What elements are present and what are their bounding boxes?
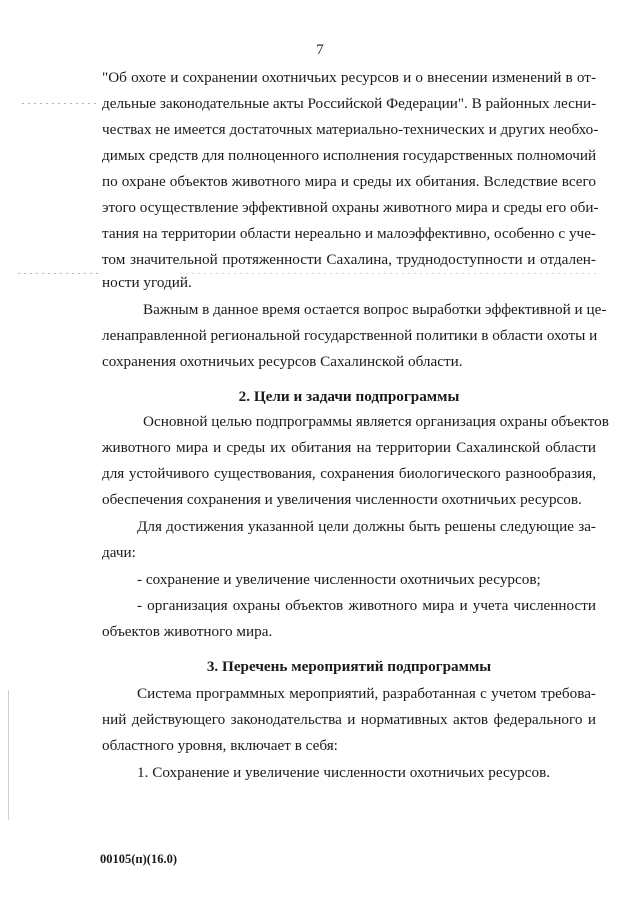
list-item: объектов животного мира.	[102, 623, 273, 640]
scan-edge	[8, 690, 9, 820]
paragraph-line: ности угодий.	[102, 274, 192, 291]
paragraph-line: для устойчивого существования, сохранения биологического разнообразия,	[102, 465, 596, 482]
paragraph-line: том значительной протяженности Сахалина, труднодоступности и отдален-	[102, 251, 596, 268]
paragraph-line: животного мира и среды их обитания на территории Сахалинской области	[102, 439, 596, 456]
list-item: - организация охраны объектов животного мира и учета численности	[137, 597, 596, 614]
list-item: 1. Сохранение и увеличение численности охотничьих ресурсов.	[137, 764, 551, 781]
paragraph-line: дельные законодательные акты Российской Федерации". В районных лесни-	[102, 95, 597, 112]
paragraph-line: Основной целью подпрограммы является организация охраны объектов	[143, 413, 609, 430]
paragraph-line: тания на территории области нереально и малоэффективно, особенно с уче-	[102, 225, 596, 242]
paragraph-line: Система программных мероприятий, разработанная с учетом требова-	[137, 685, 596, 702]
paragraph-line: ний действующего законодательства и нормативных актов федерального и	[102, 711, 596, 728]
paragraph-line: "Об охоте и сохранении охотничьих ресурсов и о внесении изменений в от-	[102, 69, 596, 86]
paragraph-line: ленаправленной региональной государственной политики в области охоты и	[102, 327, 598, 344]
paragraph-line: сохранения охотничьих ресурсов Сахалинской области.	[102, 353, 463, 370]
section-heading: 2. Цели и задачи подпрограммы	[238, 388, 460, 405]
page-number: 7	[316, 42, 324, 58]
paragraph-line: дачи:	[102, 544, 136, 561]
paragraph-line: этого осуществление эффективной охраны животного мира и среды его оби-	[102, 199, 599, 216]
paragraph-line: обеспечения сохранения и увеличения численности охотничьих ресурсов.	[102, 491, 582, 508]
paragraph-line: чествах не имеется достаточных материально-технических и других необхо-	[102, 121, 599, 138]
paragraph-line: областного уровня, включает в себя:	[102, 737, 338, 754]
paragraph-line: Важным в данное время остается вопрос выработки эффективной и це-	[143, 301, 607, 318]
scan-artifact	[18, 273, 100, 274]
paragraph-line: Для достижения указанной цели должны быть решены следующие за-	[137, 518, 596, 535]
list-item: - сохранение и увеличение численности охотничьих ресурсов;	[137, 571, 541, 588]
section-heading: 3. Перечень мероприятий подпрограммы	[206, 658, 492, 675]
document-code: 00105(п)(16.0)	[100, 852, 177, 866]
scan-artifact	[22, 103, 100, 104]
paragraph-line: димых средств для полноценного исполнения государственных полномочий	[102, 147, 597, 164]
paragraph-line: по охране объектов животного мира и среды их обитания. Вследствие всего	[102, 173, 596, 190]
